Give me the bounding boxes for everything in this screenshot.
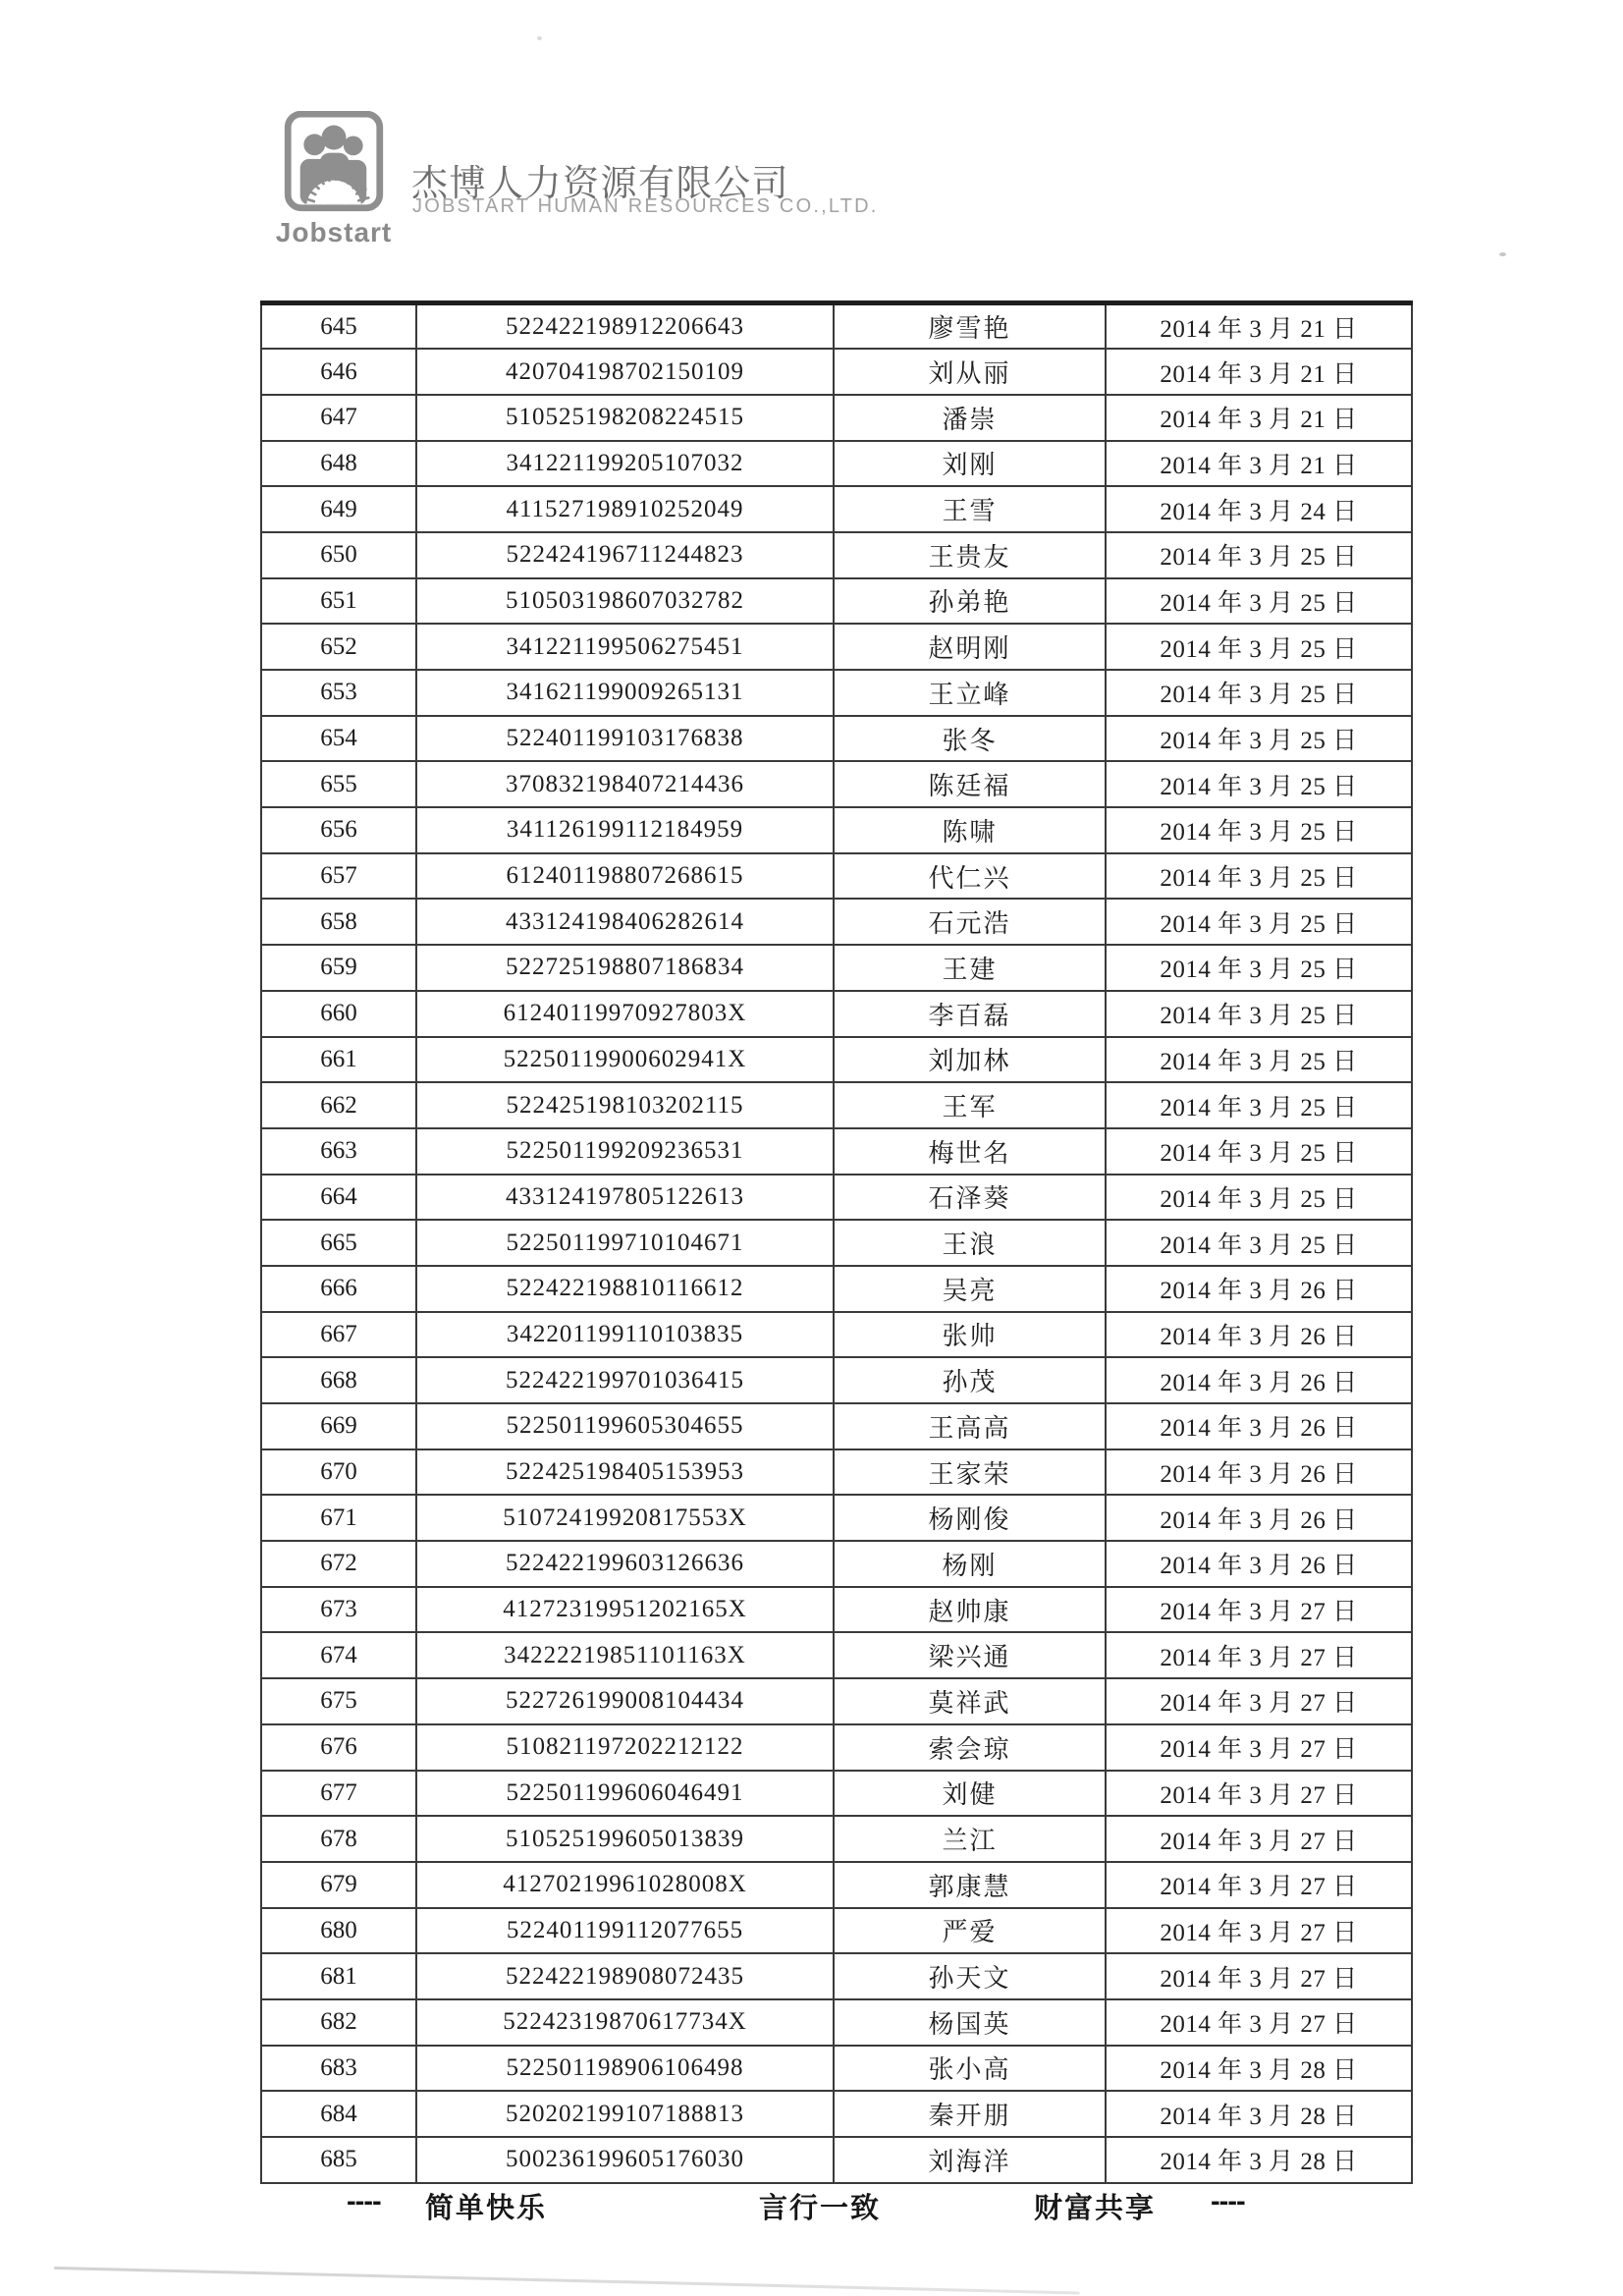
cell-id-number: 522425198103202115 (416, 1082, 834, 1128)
cell-person-name: 孙弟艳 (834, 578, 1106, 625)
cell-seq-number: 678 (261, 1816, 416, 1862)
cell-person-name: 杨刚俊 (834, 1495, 1106, 1541)
table-row (261, 1312, 1412, 1358)
cell-seq-number: 646 (261, 349, 416, 395)
cell-entry-date: 2014 年 3 月 27 日 (1106, 1678, 1412, 1724)
cell-seq-number: 673 (261, 1587, 416, 1633)
cell-entry-date: 2014 年 3 月 25 日 (1106, 1175, 1412, 1221)
logo-brand-text: Jobstart (275, 217, 393, 247)
cell-seq-number: 648 (261, 441, 416, 487)
cell-entry-date: 2014 年 3 月 25 日 (1106, 532, 1412, 578)
scan-artifact-dot (537, 36, 542, 40)
cell-person-name: 严爱 (834, 1908, 1106, 1954)
table-row (261, 532, 1412, 578)
cell-seq-number: 652 (261, 624, 416, 670)
cell-id-number: 510821197202212122 (416, 1724, 834, 1771)
cell-seq-number: 662 (261, 1082, 416, 1128)
cell-entry-date: 2014 年 3 月 27 日 (1106, 1587, 1412, 1633)
cell-seq-number: 671 (261, 1495, 416, 1541)
footer-slogans (260, 2186, 1419, 2227)
cell-seq-number: 649 (261, 486, 416, 532)
footer-slogan-1: 简单快乐 (425, 2193, 548, 2224)
cell-entry-date: 2014 年 3 月 27 日 (1106, 1999, 1412, 2046)
cell-entry-date: 2014 年 3 月 28 日 (1106, 2137, 1412, 2183)
cell-id-number: 500236199605176030 (416, 2137, 834, 2183)
cell-person-name: 郭康慧 (834, 1862, 1106, 1908)
cell-id-number: 510525199605013839 (416, 1816, 834, 1862)
cell-seq-number: 656 (261, 807, 416, 853)
cell-person-name: 孙茂 (834, 1357, 1106, 1403)
cell-person-name: 赵明刚 (834, 624, 1106, 670)
cell-entry-date: 2014 年 3 月 27 日 (1106, 1953, 1412, 1999)
cell-id-number: 522401199112077655 (416, 1908, 834, 1954)
cell-seq-number: 668 (261, 1357, 416, 1403)
cell-person-name: 杨刚 (834, 1541, 1106, 1587)
cell-seq-number: 664 (261, 1175, 416, 1221)
cell-person-name: 秦开朋 (834, 2091, 1106, 2137)
cell-seq-number: 658 (261, 899, 416, 945)
scan-artifact-dot (1499, 252, 1506, 256)
cell-id-number: 341221199506275451 (416, 624, 834, 670)
company-logo (273, 111, 395, 248)
cell-person-name: 王雪 (834, 486, 1106, 532)
table-row (261, 1037, 1412, 1083)
table-row (261, 807, 1412, 853)
cell-seq-number: 645 (261, 303, 416, 350)
cell-id-number: 341126199112184959 (416, 807, 834, 853)
table-row (261, 2137, 1412, 2183)
cell-entry-date: 2014 年 3 月 21 日 (1106, 395, 1412, 441)
cell-person-name: 廖雪艳 (834, 303, 1106, 350)
cell-id-number: 411527198910252049 (416, 486, 834, 532)
company-name-english: JOBSTART HUMAN RESOURCES CO.,LTD. (412, 195, 879, 217)
cell-entry-date: 2014 年 3 月 25 日 (1106, 853, 1412, 900)
table-row (261, 1449, 1412, 1496)
cell-id-number: 522501199606046491 (416, 1771, 834, 1817)
cell-id-number: 522401199103176838 (416, 716, 834, 762)
footer-slogan-3: 财富共享 (1034, 2193, 1157, 2224)
cell-person-name: 石元浩 (834, 899, 1106, 945)
table-row (261, 441, 1412, 487)
cell-person-name: 莫祥武 (834, 1678, 1106, 1724)
cell-person-name: 刘从丽 (834, 349, 1106, 395)
jobstart-logo-icon (283, 111, 385, 215)
cell-entry-date: 2014 年 3 月 21 日 (1106, 303, 1412, 350)
cell-id-number: 522501198906106498 (416, 2046, 834, 2092)
cell-seq-number: 660 (261, 991, 416, 1037)
cell-id-number: 520202199107188813 (416, 2091, 834, 2137)
cell-entry-date: 2014 年 3 月 25 日 (1106, 761, 1412, 807)
cell-person-name: 王浪 (834, 1220, 1106, 1266)
cell-id-number: 52250119900602941X (416, 1037, 834, 1083)
table-row (261, 349, 1412, 395)
cell-person-name: 刘加林 (834, 1037, 1106, 1083)
table-row (261, 1541, 1412, 1587)
cell-seq-number: 650 (261, 532, 416, 578)
cell-seq-number: 683 (261, 2046, 416, 2092)
cell-entry-date: 2014 年 3 月 28 日 (1106, 2091, 1412, 2137)
cell-seq-number: 675 (261, 1678, 416, 1724)
cell-id-number: 51072419920817553X (416, 1495, 834, 1541)
cell-person-name: 张冬 (834, 716, 1106, 762)
cell-person-name: 梅世名 (834, 1128, 1106, 1175)
cell-person-name: 陈廷福 (834, 761, 1106, 807)
table-row (261, 1082, 1412, 1128)
cell-entry-date: 2014 年 3 月 25 日 (1106, 1220, 1412, 1266)
table-row (261, 1266, 1412, 1312)
cell-entry-date: 2014 年 3 月 25 日 (1106, 716, 1412, 762)
cell-id-number: 522422199603126636 (416, 1541, 834, 1587)
cell-entry-date: 2014 年 3 月 24 日 (1106, 486, 1412, 532)
cell-seq-number: 670 (261, 1449, 416, 1496)
cell-entry-date: 2014 年 3 月 26 日 (1106, 1266, 1412, 1312)
cell-person-name: 陈啸 (834, 807, 1106, 853)
cell-seq-number: 676 (261, 1724, 416, 1771)
cell-person-name: 张小高 (834, 2046, 1106, 2092)
table-row (261, 1953, 1412, 1999)
cell-seq-number: 663 (261, 1128, 416, 1175)
cell-id-number: 522422198912206643 (416, 303, 834, 350)
cell-id-number: 510525198208224515 (416, 395, 834, 441)
roster-table (260, 301, 1413, 2184)
table-row (261, 853, 1412, 900)
table-row (261, 1357, 1412, 1403)
table-row (261, 1632, 1412, 1678)
table-row (261, 945, 1412, 991)
cell-id-number: 510503198607032782 (416, 578, 834, 625)
cell-seq-number: 647 (261, 395, 416, 441)
table-row (261, 899, 1412, 945)
table-row (261, 1908, 1412, 1954)
cell-id-number: 522501199209236531 (416, 1128, 834, 1175)
table-row (261, 1403, 1412, 1449)
cell-entry-date: 2014 年 3 月 25 日 (1106, 624, 1412, 670)
cell-person-name: 石泽葵 (834, 1175, 1106, 1221)
cell-person-name: 吴亮 (834, 1266, 1106, 1312)
table-row (261, 1771, 1412, 1817)
cell-seq-number: 661 (261, 1037, 416, 1083)
cell-seq-number: 672 (261, 1541, 416, 1587)
table-row (261, 1816, 1412, 1862)
scan-artifact-line (54, 2267, 1080, 2295)
cell-entry-date: 2014 年 3 月 25 日 (1106, 899, 1412, 945)
cell-entry-date: 2014 年 3 月 25 日 (1106, 807, 1412, 853)
cell-entry-date: 2014 年 3 月 25 日 (1106, 991, 1412, 1037)
cell-id-number: 61240119970927803X (416, 991, 834, 1037)
table-row (261, 303, 1412, 350)
cell-person-name: 梁兴通 (834, 1632, 1106, 1678)
cell-entry-date: 2014 年 3 月 21 日 (1106, 441, 1412, 487)
cell-id-number: 522422198810116612 (416, 1266, 834, 1312)
cell-person-name: 刘海洋 (834, 2137, 1106, 2183)
table-row (261, 1724, 1412, 1771)
cell-seq-number: 679 (261, 1862, 416, 1908)
table-row (261, 991, 1412, 1037)
footer-slogan-2: 言行一致 (759, 2193, 882, 2224)
cell-id-number: 433124197805122613 (416, 1175, 834, 1221)
cell-seq-number: 677 (261, 1771, 416, 1817)
cell-seq-number: 654 (261, 716, 416, 762)
table-row (261, 1175, 1412, 1221)
cell-entry-date: 2014 年 3 月 25 日 (1106, 670, 1412, 716)
cell-entry-date: 2014 年 3 月 26 日 (1106, 1495, 1412, 1541)
cell-id-number: 522425198405153953 (416, 1449, 834, 1496)
table-row (261, 2091, 1412, 2137)
cell-id-number: 522726199008104434 (416, 1678, 834, 1724)
table-row (261, 395, 1412, 441)
cell-entry-date: 2014 年 3 月 26 日 (1106, 1357, 1412, 1403)
cell-seq-number: 657 (261, 853, 416, 900)
table-row (261, 761, 1412, 807)
cell-id-number: 342201199110103835 (416, 1312, 834, 1358)
cell-seq-number: 669 (261, 1403, 416, 1449)
footer-dash-right: ---- (1211, 2186, 1245, 2217)
cell-entry-date: 2014 年 3 月 28 日 (1106, 2046, 1412, 2092)
cell-entry-date: 2014 年 3 月 25 日 (1106, 1082, 1412, 1128)
cell-person-name: 刘健 (834, 1771, 1106, 1817)
cell-entry-date: 2014 年 3 月 21 日 (1106, 349, 1412, 395)
cell-person-name: 赵帅康 (834, 1587, 1106, 1633)
table-row (261, 2046, 1412, 2092)
roster-table-body (261, 303, 1412, 2183)
cell-entry-date: 2014 年 3 月 25 日 (1106, 945, 1412, 991)
cell-entry-date: 2014 年 3 月 25 日 (1106, 1037, 1412, 1083)
table-row (261, 1999, 1412, 2046)
cell-seq-number: 651 (261, 578, 416, 625)
cell-person-name: 张帅 (834, 1312, 1106, 1358)
cell-person-name: 王立峰 (834, 670, 1106, 716)
cell-id-number: 522422199701036415 (416, 1357, 834, 1403)
cell-person-name: 孙天文 (834, 1953, 1106, 1999)
table-row (261, 1128, 1412, 1175)
cell-entry-date: 2014 年 3 月 27 日 (1106, 1632, 1412, 1678)
cell-person-name: 代仁兴 (834, 853, 1106, 900)
cell-entry-date: 2014 年 3 月 26 日 (1106, 1449, 1412, 1496)
cell-entry-date: 2014 年 3 月 25 日 (1106, 1128, 1412, 1175)
footer-dash-left: ---- (347, 2186, 381, 2217)
cell-person-name: 王贵友 (834, 532, 1106, 578)
cell-person-name: 王建 (834, 945, 1106, 991)
cell-id-number: 612401198807268615 (416, 853, 834, 900)
table-row (261, 486, 1412, 532)
table-row (261, 716, 1412, 762)
cell-seq-number: 682 (261, 1999, 416, 2046)
cell-seq-number: 667 (261, 1312, 416, 1358)
table-row (261, 1678, 1412, 1724)
cell-person-name: 王军 (834, 1082, 1106, 1128)
cell-id-number: 522424196711244823 (416, 532, 834, 578)
cell-person-name: 刘刚 (834, 441, 1106, 487)
cell-id-number: 522725198807186834 (416, 945, 834, 991)
cell-seq-number: 674 (261, 1632, 416, 1678)
cell-person-name: 杨国英 (834, 1999, 1106, 2046)
table-row (261, 624, 1412, 670)
cell-id-number: 522501199605304655 (416, 1403, 834, 1449)
table-row (261, 1495, 1412, 1541)
cell-id-number: 341621199009265131 (416, 670, 834, 716)
table-row (261, 578, 1412, 625)
cell-seq-number: 684 (261, 2091, 416, 2137)
cell-id-number: 41270219961028008X (416, 1862, 834, 1908)
cell-entry-date: 2014 年 3 月 27 日 (1106, 1862, 1412, 1908)
cell-seq-number: 681 (261, 1953, 416, 1999)
cell-entry-date: 2014 年 3 月 25 日 (1106, 578, 1412, 625)
cell-entry-date: 2014 年 3 月 26 日 (1106, 1312, 1412, 1358)
cell-person-name: 兰江 (834, 1816, 1106, 1862)
cell-entry-date: 2014 年 3 月 26 日 (1106, 1403, 1412, 1449)
company-name-chinese: 杰博人力资源有限公司 (411, 163, 789, 203)
table-row (261, 1862, 1412, 1908)
cell-seq-number: 659 (261, 945, 416, 991)
cell-seq-number: 685 (261, 2137, 416, 2183)
cell-seq-number: 655 (261, 761, 416, 807)
cell-entry-date: 2014 年 3 月 26 日 (1106, 1541, 1412, 1587)
cell-id-number: 522501199710104671 (416, 1220, 834, 1266)
cell-seq-number: 653 (261, 670, 416, 716)
cell-entry-date: 2014 年 3 月 27 日 (1106, 1908, 1412, 1954)
cell-seq-number: 666 (261, 1266, 416, 1312)
cell-person-name: 索会琼 (834, 1724, 1106, 1771)
cell-id-number: 370832198407214436 (416, 761, 834, 807)
cell-id-number: 341221199205107032 (416, 441, 834, 487)
cell-person-name: 王家荣 (834, 1449, 1106, 1496)
table-row (261, 1587, 1412, 1633)
cell-seq-number: 665 (261, 1220, 416, 1266)
cell-person-name: 潘崇 (834, 395, 1106, 441)
cell-id-number: 41272319951202165X (416, 1587, 834, 1633)
cell-person-name: 李百磊 (834, 991, 1106, 1037)
cell-id-number: 433124198406282614 (416, 899, 834, 945)
cell-entry-date: 2014 年 3 月 27 日 (1106, 1771, 1412, 1817)
cell-id-number: 52242319870617734X (416, 1999, 834, 2046)
cell-entry-date: 2014 年 3 月 27 日 (1106, 1724, 1412, 1771)
cell-seq-number: 680 (261, 1908, 416, 1954)
table-row (261, 670, 1412, 716)
table-row (261, 1220, 1412, 1266)
cell-id-number: 522422198908072435 (416, 1953, 834, 1999)
cell-entry-date: 2014 年 3 月 27 日 (1106, 1816, 1412, 1862)
cell-person-name: 王高高 (834, 1403, 1106, 1449)
cell-id-number: 420704198702150109 (416, 349, 834, 395)
cell-id-number: 34222219851101163X (416, 1632, 834, 1678)
